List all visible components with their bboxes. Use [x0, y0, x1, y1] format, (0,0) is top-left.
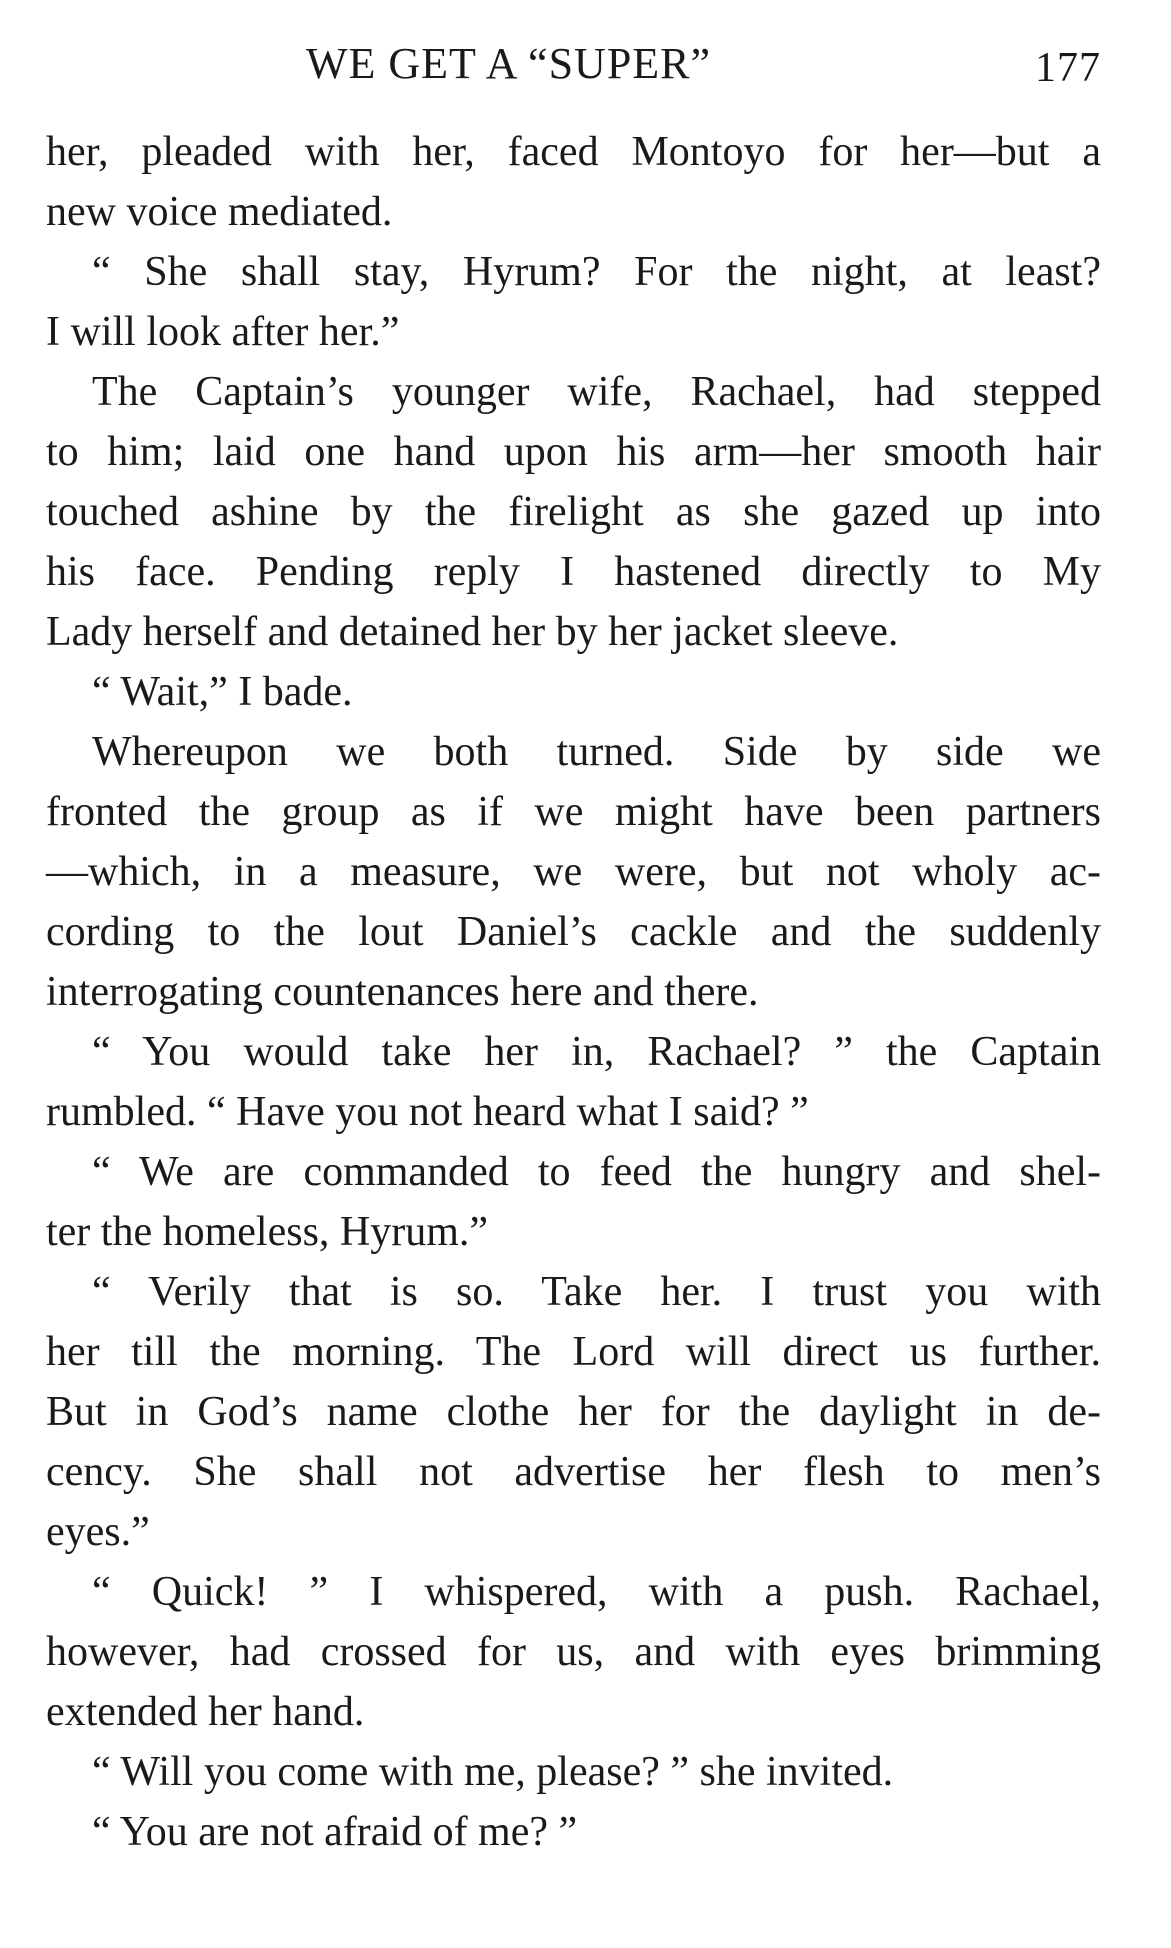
page-number: 177	[1035, 45, 1101, 91]
text-line: But in God’s name clothe her for the daylight in de-	[46, 1389, 1101, 1435]
text-line: “ Verily that is so. Take her. I trust you with	[92, 1269, 1101, 1315]
text-line: “ Quick! ” I whispered, with a push. Rachael,	[92, 1569, 1101, 1615]
text-line: “ She shall stay, Hyrum? For the night, at least?	[92, 249, 1101, 295]
text-line: extended her hand.	[46, 1689, 365, 1735]
text-line: touched ashine by the firelight as she gazed up into	[46, 489, 1101, 535]
text-line: her till the morning. The Lord will direct us further.	[46, 1329, 1101, 1375]
text-line: —which, in a measure, we were, but not wholy ac-	[46, 849, 1101, 895]
text-line: fronted the group as if we might have been partners	[46, 789, 1101, 835]
text-line: Whereupon we both turned. Side by side we	[92, 729, 1101, 775]
body-text	[46, 122, 1101, 1862]
text-line: “ Wait,” I bade.	[92, 669, 353, 715]
text-line: I will look after her.”	[46, 309, 400, 355]
text-line: his face. Pending reply I hastened directly to My	[46, 549, 1101, 595]
text-line: interrogating countenances here and there.	[46, 969, 759, 1015]
text-line: cency. She shall not advertise her flesh to men’s	[46, 1449, 1101, 1495]
text-line: ter the homeless, Hyrum.”	[46, 1209, 489, 1255]
running-head: WE GET A “SUPER”	[306, 39, 712, 88]
text-line: cording to the lout Daniel’s cackle and the suddenly	[46, 909, 1101, 955]
text-line: “ Will you come with me, please? ” she invited.	[92, 1749, 894, 1795]
page-header	[46, 38, 1101, 98]
text-line: her, pleaded with her, faced Montoyo for her—but a	[46, 129, 1101, 175]
text-line: however, had crossed for us, and with eyes brimming	[46, 1629, 1101, 1675]
text-line: eyes.”	[46, 1509, 150, 1555]
text-line: Lady herself and detained her by her jacket sleeve.	[46, 609, 899, 655]
text-line: rumbled. “ Have you not heard what I said? ”	[46, 1089, 809, 1135]
text-line: “ You are not afraid of me? ”	[92, 1809, 578, 1855]
text-line: “ You would take her in, Rachael? ” the Captain	[92, 1029, 1101, 1075]
text-line: to him; laid one hand upon his arm—her smooth hair	[46, 429, 1101, 475]
text-line: The Captain’s younger wife, Rachael, had stepped	[92, 369, 1101, 415]
text-line: “ We are commanded to feed the hungry and shel-	[92, 1149, 1101, 1195]
text-line: new voice mediated.	[46, 189, 393, 235]
